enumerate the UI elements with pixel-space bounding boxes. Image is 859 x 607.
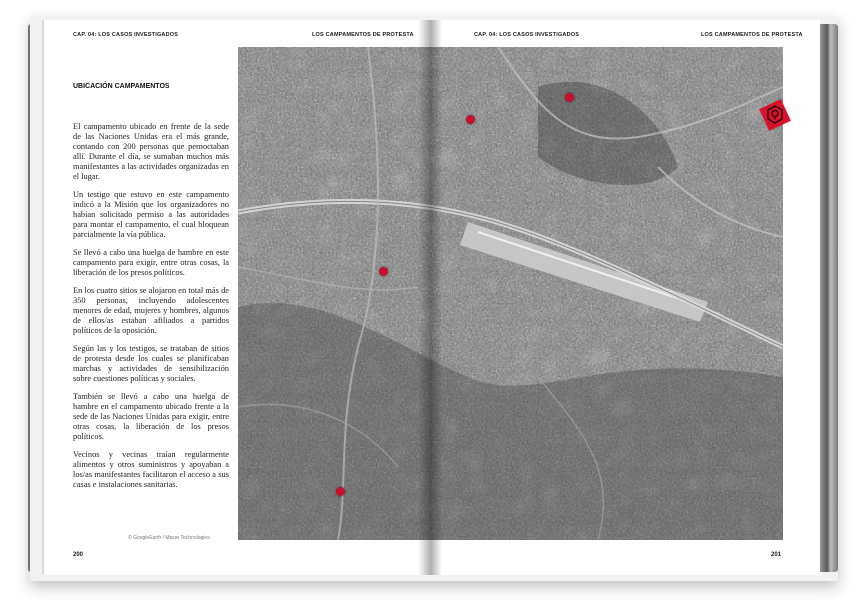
paragraph: Vecinos y vecinas traían regularmente alimentos y otros suministros y apoyaban a los/as manifestantes facilitaron el acceso a sus casas e instalaciones sanitarias. bbox=[73, 450, 229, 489]
camp-marker[interactable] bbox=[379, 267, 388, 276]
right-title-header: LOS CAMPAMENTOS DE PROTESTA bbox=[701, 32, 803, 38]
camp-marker[interactable] bbox=[565, 93, 574, 102]
body-text bbox=[73, 122, 229, 498]
paragraph: Un testigo que estuvo en este campamento indicó a la Misión que los organizadores no habían solicitado permiso a las autoridades para montar el campamento, el cual bloquean parcialmente la vía pública. bbox=[73, 190, 229, 239]
image-credit: © GoogleEarth / Maxar Technologies bbox=[128, 535, 210, 541]
paragraph: En los cuatro sitios se alojaron en total más de 350 personas, incluyendo adolescentes menores de edad, mujeres y hombres, algunos de ellos/as estaban afiliados a partidos políticos de la oposición. bbox=[73, 286, 229, 335]
left-title-header: LOS CAMPAMENTOS DE PROTESTA bbox=[312, 32, 414, 38]
book-edge-right bbox=[820, 24, 838, 572]
camp-marker[interactable] bbox=[336, 487, 345, 496]
page-number-left: 200 bbox=[73, 552, 84, 558]
paragraph: También se llevó a cabo una huelga de hambre en el campamento ubicado frente a la sede de las Naciones Unidas para exigir, entre otras cosas, la liberación de los presos políticos. bbox=[73, 392, 229, 441]
camp-marker[interactable] bbox=[466, 115, 475, 124]
right-chapter-header: CAP. 04: LOS CASOS INVESTIGADOS bbox=[474, 32, 580, 38]
section-title: UBICACIÓN CAMPAMENTOS bbox=[73, 83, 170, 90]
map-pin-hexagon-icon bbox=[757, 97, 793, 133]
satellite-map bbox=[238, 47, 783, 540]
left-chapter-header: CAP. 04: LOS CASOS INVESTIGADOS bbox=[73, 32, 179, 38]
paragraph: El campamento ubicado en frente de la sede de las Naciones Unidas era el más grande, contando con 200 personas que pernoctaban allí. Durante el día, se sumaban muchos más manifestantes a las actividades organizadas en el lugar. bbox=[73, 122, 229, 181]
page-number-right: 201 bbox=[771, 552, 782, 558]
paragraph: Se llevó a cabo una huelga de hambre en este campamento para exigir, entre otras cosas, la liberación de los presos políticos. bbox=[73, 248, 229, 277]
paragraph: Según las y los testigos, se trataban de sitios de protesta desde los cuales se planificaban marchas y actividades de sensibilización sobre cuestiones políticas y sociales. bbox=[73, 344, 229, 383]
